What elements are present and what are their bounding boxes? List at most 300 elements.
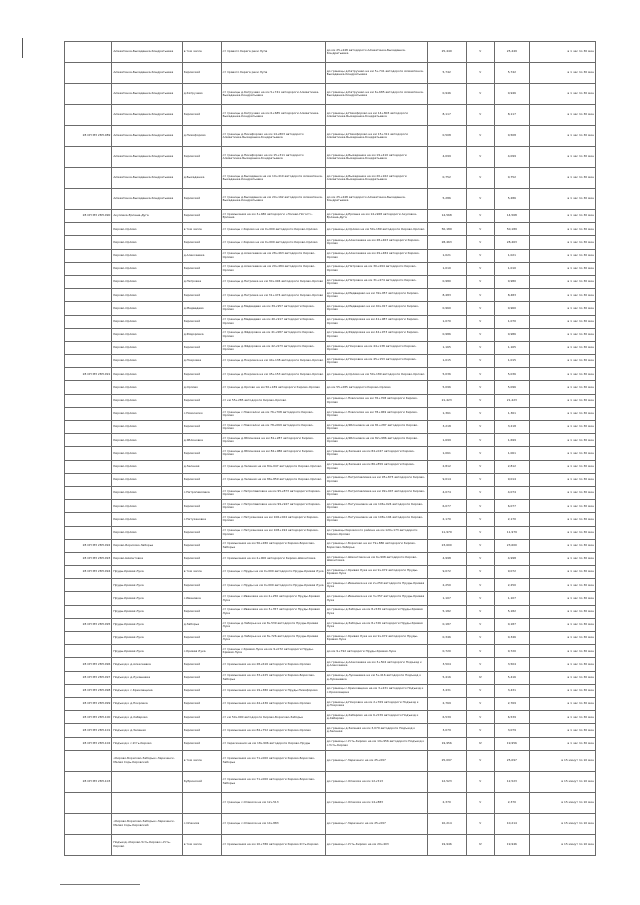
road-code-cell	[65, 236, 112, 249]
interval-cell: в 1 час по 30 мин	[529, 407, 595, 420]
section-start-cell: от правого берега реки Лупа	[221, 63, 325, 84]
road-name-cell: Алмаатинка-Быхадашка-Кондратьевка	[112, 63, 182, 84]
section-end-cell: до границы д.Петровка на км 30+494 автодороги Кирово-Орлово	[325, 262, 427, 275]
category-cell: V	[466, 328, 494, 341]
interval-cell: в 1 час по 30 мин	[529, 632, 595, 645]
section-start-cell: от границы с.Петухановка на км 106+024 автодороги Кирово-Орлово	[221, 513, 325, 526]
total-length-cell: 19,946	[494, 834, 529, 855]
interval-cell: в 1 час по 30 мин	[529, 84, 595, 105]
length-cell: 0,960	[427, 302, 466, 315]
length-cell: 1,021	[427, 249, 466, 262]
road-code-cell	[65, 834, 112, 855]
section-end-cell: до границы д.Заборье на км 8+726 автодороги Пруды-Кривая Лука	[325, 618, 427, 631]
interval-cell: в 1 час по 30 мин	[529, 711, 595, 724]
road-name-cell: Алмаатинка-Быхадашка-Кондратьевка	[112, 189, 182, 210]
section-end-cell: до границы д.Медведево на км 39+957 автодороги Кирово-Орлово	[325, 289, 427, 302]
table-row	[65, 289, 596, 302]
category-cell: IV	[466, 671, 494, 684]
footer-line	[60, 884, 140, 885]
district-cell: Кировский	[182, 105, 221, 126]
road-name-cell: Кирово-Орлово	[112, 447, 182, 460]
length-cell: 1,361	[427, 407, 466, 420]
table-row	[65, 341, 596, 354]
road-name-cell: Пруды-Кривая Лука	[112, 645, 182, 658]
district-cell: с.Новоселки	[182, 407, 221, 420]
category-cell: V	[466, 724, 494, 737]
length-cell: 0,720	[427, 645, 466, 658]
interval-cell: в 1 час по 30 мин	[529, 566, 595, 579]
district-cell: с.Петухановка	[182, 513, 221, 526]
section-start-cell: от границы д.Быхадашка на км 19+410 автодороги Алмаатинка-Быхадашка-Кондратьевка	[221, 168, 325, 189]
length-cell: 5,096	[427, 381, 466, 394]
section-start-cell: от границы с.Опакиха на км 12+513	[221, 792, 325, 813]
section-end-cell: до границы д.Алексеевка на км 28+463 автодороги Кирово-Орлово	[325, 236, 427, 249]
district-cell: в том числе	[182, 750, 221, 771]
total-length-cell: 11,979	[494, 526, 529, 539]
total-length-cell: 1,361	[494, 407, 529, 420]
length-cell: 10,214	[427, 813, 466, 834]
length-cell: 1,010	[427, 262, 466, 275]
table-row	[65, 671, 596, 684]
road-code-cell	[65, 434, 112, 447]
district-cell: Кировский	[182, 671, 221, 684]
road-code-cell	[65, 421, 112, 434]
category-cell: V	[466, 618, 494, 631]
total-length-cell: 2,370	[494, 792, 529, 813]
length-cell: 0,986	[427, 328, 466, 341]
road-name-cell: Кирово-Орлово	[112, 381, 182, 394]
section-start-cell: от границы д.Яблоновка на км 81+287 автодороги Кирово-Орлово	[221, 434, 325, 447]
road-code-cell	[65, 460, 112, 473]
section-end-cell: до границы с.Усть-Кирово на км 19+956 автодороги Подъезд к с.Усть-Кирово	[325, 737, 427, 750]
road-code-cell	[65, 592, 112, 605]
section-start-cell: от примыкания на км 19+380 автодороги Пруды-Никифорово	[221, 684, 325, 697]
category-cell: V	[466, 697, 494, 710]
section-start-cell: от границы д.Заборье на км 8+539 автодороги Пруды-Кривая Лука	[221, 618, 325, 631]
table-row	[65, 473, 596, 486]
table-row	[65, 771, 596, 792]
section-start-cell: от границы д.Никифорово на км 15+311 автодороги Алмаатинка-Быхадашка-Кондратьевка	[221, 147, 325, 168]
category-cell: V	[466, 126, 494, 147]
table-row	[65, 834, 596, 855]
section-start-cell: от примыкания на км 44+436 автодороги Кирово-Орлово	[221, 697, 325, 710]
total-length-cell: 1,070	[494, 315, 529, 328]
road-code-cell	[65, 42, 112, 63]
table-body	[65, 42, 596, 856]
length-cell: 1,070	[427, 315, 466, 328]
length-cell: 2,370	[427, 792, 466, 813]
district-cell: Кировский	[182, 421, 221, 434]
table-row	[65, 486, 596, 499]
total-length-cell: 0,346	[494, 632, 529, 645]
district-cell: с.Опакиха	[182, 813, 221, 834]
road-name-cell: «Кирово-Борисово-Заборье»-Зареченск-Малая Сорь-Кировский	[112, 813, 182, 834]
district-cell: д.Петровка	[182, 275, 221, 288]
interval-cell: в 1 час по 30 мин	[529, 579, 595, 592]
length-cell: 1,061	[427, 447, 466, 460]
interval-cell: в 1 час по 30 мин	[529, 275, 595, 288]
road-name-cell: Кирово-Орлово	[112, 460, 182, 473]
total-length-cell: 8,117	[494, 105, 529, 126]
table-row	[65, 513, 596, 526]
road-code-cell	[65, 302, 112, 315]
road-code-cell	[65, 526, 112, 539]
interval-cell: в 1 час по 30 мин	[529, 684, 595, 697]
district-cell: Кировский	[182, 262, 221, 275]
road-code-cell	[65, 632, 112, 645]
interval-cell: в 1 час по 30 мин	[529, 605, 595, 618]
section-end-cell: до границы с.Новоселки на км 78+069 автодороги Кирово-Орлово	[325, 407, 427, 420]
section-start-cell: от границы с.Кирово на км 0+000 автодороги Кирово-Орлово	[221, 223, 325, 236]
district-cell: Кировский	[182, 684, 221, 697]
total-length-cell: 4,099	[494, 147, 529, 168]
category-cell: V	[466, 500, 494, 513]
road-code-cell	[65, 792, 112, 813]
district-cell: д.Катручево	[182, 84, 221, 105]
interval-cell: в 1 час по 30 мин	[529, 697, 595, 710]
section-start-cell: от правого берега реки Лупа	[221, 42, 325, 63]
category-cell: V	[466, 381, 494, 394]
road-name-cell: Пруды-Кривая Лука	[112, 566, 182, 579]
road-code-cell	[65, 249, 112, 262]
table-row	[65, 328, 596, 341]
district-cell: д.Фёдоровка	[182, 328, 221, 341]
road-name-cell: Кирово-Борисово-Заборье	[112, 539, 182, 552]
total-length-cell: 2,250	[494, 579, 529, 592]
district-cell: Кировский	[182, 711, 221, 724]
table-row	[65, 697, 596, 710]
section-end-cell: до границы с.Петухановка на км 108+194 автодороги Кирово-Орлово	[325, 513, 427, 526]
category-cell: V	[466, 513, 494, 526]
district-cell: Кировский	[182, 289, 221, 302]
category-cell: V	[466, 223, 494, 236]
total-length-cell: 6,539	[494, 711, 529, 724]
district-cell: Кировский	[182, 737, 221, 750]
road-code-cell	[65, 394, 112, 407]
section-end-cell: до границы д.Покровка на км 2+769 автодороги Подъезд к д.Покровка	[325, 697, 427, 710]
district-cell: Кировский	[182, 63, 221, 84]
road-code-cell	[65, 275, 112, 288]
length-cell: 4,074	[427, 486, 466, 499]
interval-cell: в 1 час по 30 мин	[529, 302, 595, 315]
road-name-cell: Кирово-Орлово	[112, 421, 182, 434]
section-start-cell: от границы с.Петухановка на км 108+194 автодороги Кирово-Орлово	[221, 526, 325, 539]
total-length-cell: 0,960	[494, 302, 529, 315]
total-length-cell: 5,742	[494, 63, 529, 84]
category-cell: V	[466, 750, 494, 771]
length-cell: 0,752	[427, 168, 466, 189]
district-cell: Кировский	[182, 368, 221, 381]
section-start-cell: от примыкания на км 71+000 автодороги Кирово-Борисово-Заборье	[221, 750, 325, 771]
road-code-cell: 28 ОП МЗ 28Н-101	[65, 724, 112, 737]
total-length-cell: 19,956	[494, 737, 529, 750]
total-length-cell: 10,214	[494, 813, 529, 834]
road-name-cell: Алмаатинка-Быхадашка-Кондратьевка	[112, 42, 182, 63]
district-cell: Кировский	[182, 579, 221, 592]
total-length-cell: 5,416	[494, 671, 529, 684]
category-cell: V	[466, 421, 494, 434]
section-end-cell: до границы д.Заборье на км 8+539 автодороги Пруды-Кривая Лука	[325, 605, 427, 618]
category-cell: V	[466, 605, 494, 618]
table-row	[65, 684, 596, 697]
interval-cell: в 15 минут по 10 мин	[529, 834, 595, 855]
length-cell: 25,097	[427, 750, 466, 771]
district-cell: Кировский	[182, 147, 221, 168]
road-code-cell	[65, 84, 112, 105]
interval-cell: в 1 час по 30 мин	[529, 355, 595, 368]
road-code-cell: 28 ОП МЗ 28Н-089	[65, 126, 112, 147]
road-code-cell	[65, 315, 112, 328]
length-cell: 0,187	[427, 618, 466, 631]
length-cell: 3,079	[427, 724, 466, 737]
total-length-cell: 1,061	[494, 447, 529, 460]
road-name-cell: Алмаатинка-Быхадашка-Кондратьевка	[112, 147, 182, 168]
road-name-cell: Пруды-Кривая Лука	[112, 579, 182, 592]
table-row	[65, 368, 596, 381]
interval-cell: в 1 час по 30 мин	[529, 328, 595, 341]
road-name-cell: Кирово-Орлово	[112, 513, 182, 526]
road-code-cell	[65, 407, 112, 420]
section-end-cell: до границы с.Ивановка на км 2+250 автодороги Пруды-Кривая Лука	[325, 579, 427, 592]
length-cell: 0,980	[427, 275, 466, 288]
district-cell: Кировский	[182, 447, 221, 460]
category-cell: V	[466, 434, 494, 447]
length-cell: 5,286	[427, 189, 466, 210]
length-cell: 19,956	[427, 737, 466, 750]
table-row	[65, 605, 596, 618]
road-code-cell	[65, 500, 112, 513]
table-row	[65, 434, 596, 447]
road-name-cell: Кирово-Орлово	[112, 434, 182, 447]
section-end-cell: до границы с.Новоселки на км 76+708 автодороги Кирово-Орлово	[325, 394, 427, 407]
road-name-cell: Подъезд «Кирово-Усть-Кирово»-Усть-Кирово	[112, 834, 182, 855]
section-end-cell: до границы д.Катручево на км 5+741 автодороги Алмаатинка-Быхадашка-Кондратьевка	[325, 63, 427, 84]
district-cell: д.Заборье	[182, 618, 221, 631]
interval-cell: в 15 минут по 10 мин	[529, 771, 595, 792]
interval-cell: в 1 час по 30 мин	[529, 645, 595, 658]
category-cell: V	[466, 552, 494, 565]
table-row	[65, 813, 596, 834]
interval-cell: в 1 час по 30 мин	[529, 381, 595, 394]
total-length-cell: 3,218	[494, 421, 529, 434]
table-row	[65, 460, 596, 473]
road-name-cell: Кирово-Орлово	[112, 394, 182, 407]
interval-cell: в 1 час по 30 мин	[529, 394, 595, 407]
table-row	[65, 447, 596, 460]
district-cell: д.Быхадашка	[182, 168, 221, 189]
district-cell: Кировский	[182, 341, 221, 354]
road-name-cell: Кирово-Орлово	[112, 262, 182, 275]
total-length-cell: 5,096	[494, 381, 529, 394]
table-row	[65, 711, 596, 724]
length-cell: 1,107	[427, 592, 466, 605]
table-row	[65, 579, 596, 592]
table-row	[65, 645, 596, 658]
section-start-cell: от границы с.Опакиха на км 14+883	[221, 813, 325, 834]
road-code-cell	[65, 289, 112, 302]
district-cell: в том числе	[182, 223, 221, 236]
interval-cell: в 1 час по 30 мин	[529, 513, 595, 526]
table-row	[65, 105, 596, 126]
road-name-cell: Кирово-Орлово	[112, 355, 182, 368]
section-end-cell: до км 25+448 автодороги Алмаатинка-Быхадашка-Кондратьевка	[325, 189, 427, 210]
table-row	[65, 737, 596, 750]
interval-cell: в 1 час по 30 мин	[529, 539, 595, 552]
section-end-cell: до границы д.Никифорово на км 14+803 автодороги Алмаатинка-Быхадашка-Кондратьевка	[325, 105, 427, 126]
interval-cell: в 15 минут по 10 мин	[529, 792, 595, 813]
section-start-cell: от границы д.Зеленая на км 84+047 автодороги Кирово-Орлово	[221, 460, 325, 473]
total-length-cell: 21,423	[494, 394, 529, 407]
section-end-cell: до границы д.Хабарово на км 6+539 автодороги Подъезд к д.Хабарово	[325, 711, 427, 724]
road-name-cell: Кирово-Орлово	[112, 407, 182, 420]
district-cell: Кировский	[182, 210, 221, 223]
interval-cell: в 1 час по 30 мин	[529, 368, 595, 381]
length-cell: 50,189	[427, 223, 466, 236]
category-cell: V	[466, 813, 494, 834]
road-code-cell	[65, 262, 112, 275]
road-register-table	[64, 41, 596, 856]
section-end-cell: до границы д.Зеленая на км 3,079 автодороги Подъезд к д.Зеленая	[325, 724, 427, 737]
category-cell: V	[466, 189, 494, 210]
table-row	[65, 526, 596, 539]
road-code-cell	[65, 63, 112, 84]
total-length-cell: 9,072	[494, 566, 529, 579]
road-code-cell	[65, 486, 112, 499]
road-code-cell: 28 ОП МЗ 28Н-091	[65, 368, 112, 381]
section-start-cell: от границы д.Никифорово на км 14+803 автодороги Алмаатинка-Быхадашка-Кондратьевка	[221, 126, 325, 147]
district-cell	[182, 792, 221, 813]
road-code-cell	[65, 381, 112, 394]
category-cell: V	[466, 394, 494, 407]
total-length-cell: 4,074	[494, 486, 529, 499]
total-length-cell: 23,600	[494, 539, 529, 552]
length-cell: 5,182	[427, 605, 466, 618]
total-length-cell: 1,021	[494, 249, 529, 262]
table-row	[65, 552, 596, 565]
district-cell: Кировский	[182, 236, 221, 249]
total-length-cell: 0,187	[494, 618, 529, 631]
category-cell: V	[466, 486, 494, 499]
district-cell: д.Яблоновка	[182, 434, 221, 447]
table-row	[65, 618, 596, 631]
length-cell: 5,742	[427, 63, 466, 84]
interval-cell: в 1 час по 30 мин	[529, 262, 595, 275]
section-start-cell: от границы д.Катручево на км 6+685 автодороги Алмаатинка-Быхадашка-Кондратьевка	[221, 105, 325, 126]
interval-cell: в 1 час по 30 мин	[529, 236, 595, 249]
table-row	[65, 168, 596, 189]
road-name-cell: «Кирово-Борисово-Заборье»-Зареченск-Малая Сорь-Кировский	[112, 750, 182, 771]
total-length-cell: 4,998	[494, 552, 529, 565]
district-cell: Кировский	[182, 539, 221, 552]
road-name-cell: Подъезд к д.Зеленая	[112, 724, 182, 737]
length-cell: 2,170	[427, 513, 466, 526]
category-cell: V	[466, 249, 494, 262]
category-cell: V	[466, 792, 494, 813]
section-end-cell: до границы с.Петухановка на км 106+024 автодороги Кирово-Орлово	[325, 500, 427, 513]
section-end-cell: до границы Кировского района на км 120+173 автодороги Кирово-Орлово	[325, 526, 427, 539]
section-end-cell: до границы д.Ерлаша на км 14+968 автодороги Акуловка-Ерлаша-Дуга	[325, 210, 427, 223]
interval-cell: в 15 минут по 10 мин	[529, 813, 595, 834]
length-cell: 9,014	[427, 473, 466, 486]
road-code-cell	[65, 813, 112, 834]
total-length-cell: 1,165	[494, 341, 529, 354]
road-name-cell: Кирово-Орлово	[112, 500, 182, 513]
road-name-cell: Пруды-Кривая Лука	[112, 605, 182, 618]
interval-cell: в 1 час по 30 мин	[529, 552, 595, 565]
category-cell: V	[466, 407, 494, 420]
section-end-cell: до границы с.Петропавловка на км 95+873 автодороги Кирово-Орлово	[325, 473, 427, 486]
category-cell: V	[466, 42, 494, 63]
road-code-cell: 28 ОП МЗ 28Н-102	[65, 737, 112, 750]
section-end-cell: до границы д.Орлово на км 50+189 автодороги Кирово-Орлово	[325, 368, 427, 381]
table-row	[65, 126, 596, 147]
length-cell: 2,769	[427, 697, 466, 710]
length-cell: 3,431	[427, 684, 466, 697]
road-name-cell: Кирово-Орлово	[112, 315, 182, 328]
road-name-cell: Алмаатинка-Быхадашка-Кондратьевка	[112, 84, 182, 105]
total-length-cell: 25,097	[494, 750, 529, 771]
category-cell: IV	[466, 737, 494, 750]
road-code-cell: 28 ОП МЗ 28Н-092	[65, 539, 112, 552]
category-cell: V	[466, 262, 494, 275]
road-name-cell: Кирово-Орлово	[112, 249, 182, 262]
road-code-cell	[65, 513, 112, 526]
section-start-cell: от примыкания на км 33+225 автодороги Кирово-Борисово-Заборье	[221, 671, 325, 684]
road-code-cell	[65, 147, 112, 168]
road-code-cell	[65, 645, 112, 658]
road-code-cell: 28 ОП МЗ 28Н-100	[65, 711, 112, 724]
section-start-cell: от примыкания на км 28+616 автодороги Кирово-Орлово	[221, 658, 325, 671]
category-cell: V	[466, 84, 494, 105]
table-row	[65, 500, 596, 513]
section-end-cell: до границы д.Алексеевка на км 3+504 автодороги Подъезд к д.Алексеевка	[325, 658, 427, 671]
road-code-cell	[65, 355, 112, 368]
section-end-cell: до границы г.Зареченск на км 25+097	[325, 813, 427, 834]
road-name-cell: Кирово-Орлово	[112, 223, 182, 236]
total-length-cell: 3,079	[494, 724, 529, 737]
table-row	[65, 223, 596, 236]
section-start-cell: от границы с.Ивановка на км 2+250 автодороги Пруды-Кривая Лука	[221, 592, 325, 605]
section-start-cell: от границы д.Медведево на км 39+957 автодороги Кирово-Орлово	[221, 302, 325, 315]
section-end-cell: до границы с.Усть-Кирово на км 20+403	[325, 834, 427, 855]
district-cell: Кировский	[182, 552, 221, 565]
road-name-cell: Алмаатинка-Быхадашка-Кондратьевка	[112, 168, 182, 189]
road-code-cell	[65, 750, 112, 771]
length-cell: 19,946	[427, 834, 466, 855]
category-cell: V	[466, 526, 494, 539]
section-start-cell: от границы д.Яблоновка на км 82+986 автодороги Кирово-Орлово	[221, 447, 325, 460]
section-start-cell: от границы д.Заборье на км 8+726 автодороги Пруды-Кривая Лука	[221, 632, 325, 645]
road-name-cell: Подъезд к д.Алексеевка	[112, 658, 182, 671]
length-cell: 9,072	[427, 566, 466, 579]
road-name-cell	[112, 792, 182, 813]
table-row	[65, 275, 596, 288]
total-length-cell: 3,431	[494, 684, 529, 697]
section-start-cell: от границы д.Орлово на км 50+189 автодороги Кирово-Орлово	[221, 381, 325, 394]
total-length-cell: 5,286	[494, 189, 529, 210]
section-start-cell: от км 50+000 автодороги Кирово-Борисово-Заборье	[221, 711, 325, 724]
total-length-cell: 2,170	[494, 513, 529, 526]
total-length-cell: 0,720	[494, 645, 529, 658]
length-cell: 6,077	[427, 500, 466, 513]
table-row	[65, 632, 596, 645]
section-start-cell: от границы д.Катручево на км 5+741 автодороги Алмаатинка-Быхадашка-Кондратьевка	[221, 84, 325, 105]
table-row	[65, 42, 596, 63]
section-start-cell: от границы с.Пруды на км 0+000 автодороги Пруды-Кривая Лука	[221, 566, 325, 579]
section-start-cell: от границы д.Медведево на км 40+917 автодороги Кирово-Орлово	[221, 315, 325, 328]
interval-cell: в 1 час по 30 мин	[529, 473, 595, 486]
interval-cell: в 1 час по 30 мин	[529, 724, 595, 737]
